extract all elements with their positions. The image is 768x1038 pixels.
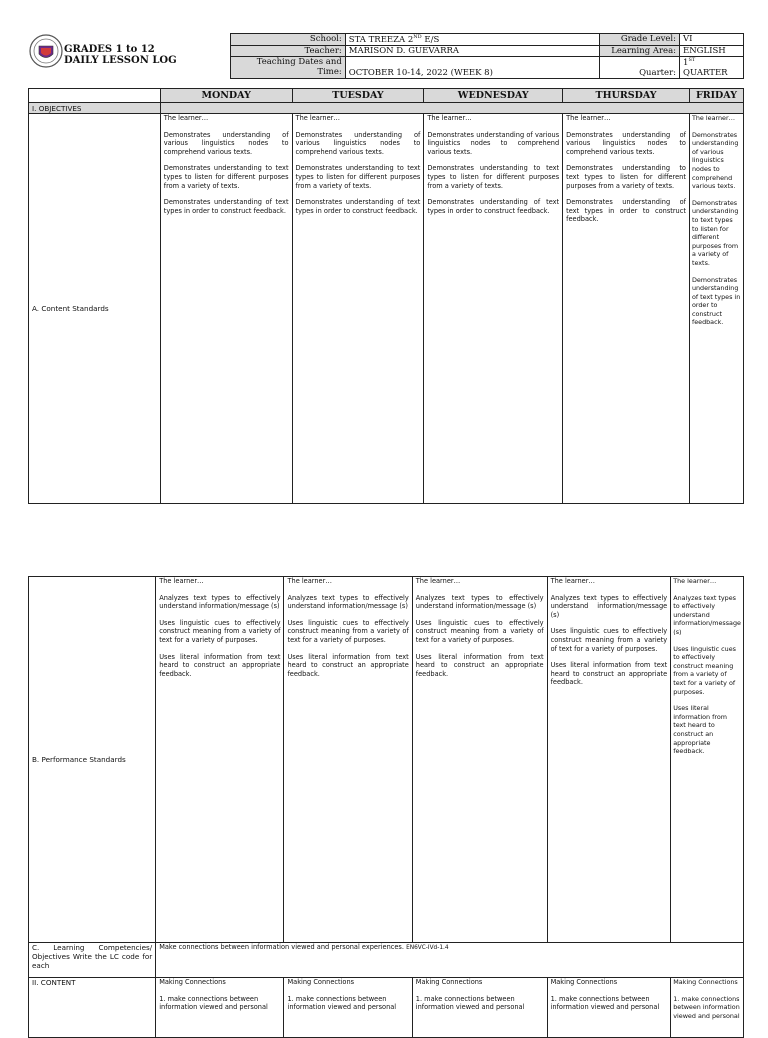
cs-monday: The learner… Demonstrates understanding of various linguistics nodes to comprehend various texts. Demonstrates understanding to text types to listen for different purposes from a variety of texts. Demonstrates understanding of text types in order to construct feedback. <box>160 114 292 504</box>
content-friday: Making Connections 1. make connections between information viewed and personal <box>671 978 744 1038</box>
grade-value: VI <box>680 34 744 46</box>
cs-tuesday: The learner… Demonstrates understanding of various linguistics nodes to comprehend various texts. Demonstrates understanding to text types to listen for different purposes from a variety of texts. Demonstrates understanding of text types in order to construct feedback. <box>292 114 424 504</box>
area-value: ENGLISH <box>680 45 744 56</box>
ps-monday: The learner… Analyzes text types to effectively understand information/message (s) Uses linguistic cues to effectively construct meaning from a variety of text for a variety of purposes. Uses literal information from text heard to construct an appropriate feedback. <box>156 577 284 943</box>
competencies-text: Make connections between information viewed and personal experiences. EN6VC-IVd-1.4 <box>156 943 744 978</box>
school-value: STA TREEZA 2ND E/S <box>345 34 599 46</box>
teacher-value: MARISON D. GUEVARRA <box>345 45 599 56</box>
area-label: Learning Area: <box>600 45 680 56</box>
day-tuesday: TUESDAY <box>292 89 424 103</box>
day-thursday: THURSDAY <box>563 89 690 103</box>
header-line1: GRADES 1 to 12 <box>64 44 155 55</box>
quarter-value: 1ST QUARTER <box>680 56 744 78</box>
content-label: II. CONTENT <box>29 978 156 1038</box>
grade-label: Grade Level: <box>600 34 680 46</box>
ps-thursday: The learner… Analyzes text types to effectively understand information/message (s) Uses linguistic cues to effectively construct meaning from a variety of text for a variety of purposes. Uses literal information from text heard to construct an appropriate feedback. <box>547 577 671 943</box>
competencies-label: C. Learning Competencies/ Objectives Write the LC code for each <box>29 943 156 978</box>
ps-wednesday: The learner… Analyzes text types to effectively understand information/message (s) Uses linguistic cues to effectively construct meaning from a variety of text for a variety of purposes. Uses literal information from text heard to construct an appropriate feedback. <box>412 577 547 943</box>
quarter-label: Quarter: <box>600 56 680 78</box>
content-thursday: Making Connections 1. make connections between information viewed and personal <box>547 978 671 1038</box>
dates-label: Teaching Dates and Time: <box>231 56 346 78</box>
day-wednesday: WEDNESDAY <box>424 89 563 103</box>
teacher-label: Teacher: <box>231 45 346 56</box>
school-label: School: <box>231 34 346 46</box>
content-monday: Making Connections 1. make connections between information viewed and personal <box>156 978 284 1038</box>
header-line2: DAILY LESSON LOG <box>64 55 177 66</box>
day-friday: FRIDAY <box>689 89 743 103</box>
performance-standards-label: B. Performance Standards <box>29 577 156 943</box>
cs-thursday: The learner… Demonstrates understanding of various linguistics nodes to comprehend various texts. Demonstrates understanding to text types to listen for different purposes from a variety of texts. Demonstrates understanding of text types in order to construct feedback. <box>563 114 690 504</box>
content-standards-label: A. Content Standards <box>29 114 161 504</box>
ps-tuesday: The learner… Analyzes text types to effectively understand information/message (s) Uses linguistic cues to effectively construct meaning from a variety of text for a variety of purposes. Uses literal information from text heard to construct an appropriate feedback. <box>284 577 412 943</box>
cs-friday: The learner… Demonstrates understanding of various linguistics nodes to comprehend various texts. Demonstrates understanding to text types to listen for different purposes from a variety of texts. Demonstrates understanding of text types in order to construct feedback. <box>689 114 743 504</box>
content-wednesday: Making Connections 1. make connections between information viewed and personal <box>412 978 547 1038</box>
lesson-table-2 <box>28 576 744 1038</box>
ps-friday: The learner… Analyzes text types to effectively understand information/message (s) Uses linguistic cues to effectively construct meaning from a variety of text for a variety of purposes. Uses literal information from text heard to construct an appropriate feedback. <box>671 577 744 943</box>
day-monday: MONDAY <box>160 89 292 103</box>
cs-wednesday: The learner… Demonstrates understanding of various linguistics nodes to comprehend various texts. Demonstrates understanding to text types to listen for different purposes from a variety of texts. Demonstrates understanding of text types in order to construct feedback. <box>424 114 563 504</box>
dates-value: OCTOBER 10-14, 2022 (WEEK 8) <box>345 56 599 78</box>
content-tuesday: Making Connections 1. make connections between information viewed and personal <box>284 978 412 1038</box>
objectives-label: I. OBJECTIVES <box>29 103 161 114</box>
header-title <box>64 44 177 66</box>
header-table <box>230 33 744 79</box>
lesson-table-1 <box>28 88 744 504</box>
deped-seal <box>29 34 63 68</box>
